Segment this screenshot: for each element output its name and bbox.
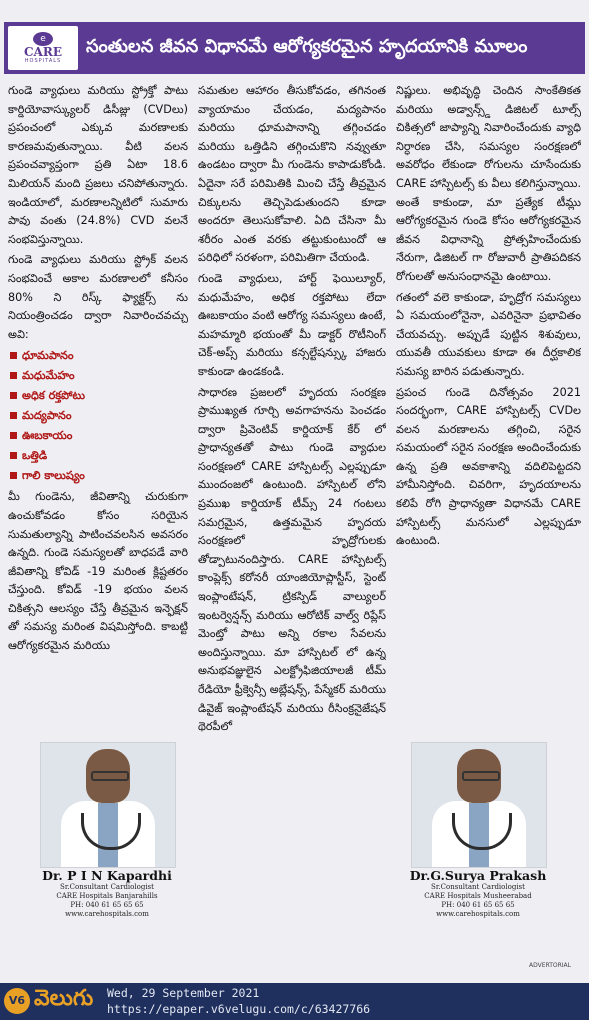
list-item: ధూమపానం xyxy=(8,346,188,366)
paragraph: గుండె వ్యాధులు, హార్ట్ ఫెయిల్యూర్, మధుమేహం, అధిక రక్తపోటు లేదా ఊబకాయం వంటి ఆరోగ్య సమస్యలు ఉంటే, మహమ్మారి భయంతో మీ డాక్టర్ రొటీనింగ్ చెక్-అప్స్ మరియు కన్సల్టేషన్స్కు హాజరు కాకుండా ఉండకండి. xyxy=(198,271,386,378)
doctor-photo-kapardhi xyxy=(40,742,176,868)
article-body xyxy=(8,82,581,732)
v6-badge-icon: V6 xyxy=(4,988,30,1014)
list-item: అధిక రక్తపోటు xyxy=(8,386,188,406)
paragraph: సాధారణ ప్రజలలో హృదయ సంరక్షణ ప్రాముఖ్యత గూర్చి అవగాహనను పెంచడం ద్వారా ప్రివెంటివ్ కార్డియాక్ కేర్ లో ప్రాధాన్యతతో పాటు గుండె వ్యాధుల సంరక్షణలో CARE హాస్పిటల్స్ ఎల్లప్పుడూ ముందంజలో ఉంటుంది. హాస్పిటల్ లోని ప్రముఖ కార్డియాక్ టీమ్స్ 24 గంటలు సమగ్రమైన, ఉత్తమమైన హృదయ సంరక్షణలో హృద్రోగులకు తోడ్పాటునందిస్తారు. CARE హాస్పిటల్స్ కాంప్లెక్స్ కరోనరీ యాంజియోప్లాస్టీస్, స్టెంట్ ఇంప్లాంటేషన్, ట్రికస్పిడ్ వాల్యులర్ ఇంటర్వెన్షన్స్ మరియు ఆరోటిక్ వాల్వ్ రిప్లేస్ మెంట్తో పాటు అన్ని రకాల సేవలను అందిస్తున్నాయి. మా హాస్పిటల్ లో ఉన్న అనుభవజ్ఞులైన ఎలక్ట్రోఫిజియాలజీ టీమ్ రేడియో ఫ్రీక్వెన్సీ అబ్లేషన్స్, పేస్మేకర్ మరియు డివైజ్ ఇంప్లాంటేషన్ మరియు రీసింక్రనైజేషన్ థెరపీలో xyxy=(198,385,386,734)
epaper-url-link[interactable]: https://epaper.v6velugu.com/c/63427766 xyxy=(107,1002,371,1016)
doctor-info-surya-prakash xyxy=(401,868,555,919)
doctor-website: www.carehospitals.com xyxy=(65,910,149,918)
paragraph: నిష్ణులు. అభివృద్ధి చెందిన సాంకేతికత మరియు అడ్వాన్స్డ్ డిజిటల్ టూల్స్ చికిత్సలో జాప్యాన్ని నివారించేందుకు వ్యాధి నిర్ధారణ చేసి, సమస్యల సంరక్షణలో అవరోధం లేకుండా రోగులను చూసేందుకు CARE హాస్పిటల్స్ కు వీలు కలిగిస్తున్నాయి. అంతే కాకుండా, మా ప్రత్యేక టీమ్లు ఆరోగ్యకరమైన గుండె కోసం ఆరోగ్యకరమైన జీవన విధానాన్ని ప్రోత్సహించేందుకు నేరుగా, డిజిటల్ గా రోజువారీ ప్రాతిపదికన రోగులతో అనుసంధానమై ఉంటాయి. xyxy=(396,84,581,283)
doctor-info-kapardhi xyxy=(30,868,184,919)
doctor-phone: PH: 040 61 65 65 65 xyxy=(70,901,144,909)
list-item: ఊబకాయం xyxy=(8,426,188,446)
column-3 xyxy=(396,82,581,732)
doctor-title: Sr.Consultant Cardiologist xyxy=(431,883,525,891)
list-item: మధుమేహం xyxy=(8,366,188,386)
doctor-hospital: CARE Hospitals Musheerabad xyxy=(424,892,532,900)
glasses-icon xyxy=(462,771,500,781)
logo-name: CARE xyxy=(24,45,62,59)
advertorial-label: ADVERTORIAL xyxy=(528,962,571,969)
doctor-photo-surya-prakash xyxy=(411,742,547,868)
doctor-hospital: CARE Hospitals Banjarahills xyxy=(56,892,158,900)
paragraph: ప్రపంచ గుండె దినోత్సవం 2021 సందర్భంగా, CARE హాస్పిటల్స్ CVDల వలన మరణాలను తగ్గించి, సరైన సమయంలో సరైన సంరక్షణ అందించేందుకు ఉన్న ప్రతి అవకాశాన్ని వదిలిపెట్టదని హామీనిస్తోంది. చివరిగా, హృదయాలను కలిపే రోగి ప్రాధాన్యతా విధానమే CARE హాస్పిటల్స్ మనసులో ఎల్లప్పుడూ ఉంటుంది. xyxy=(396,385,581,548)
paragraph: మీ గుండెను, జీవితాన్ని చురుకుగా ఉంచుకోవడం కోసం సరియైన సుమతుల్యాన్ని పాటించవలసిన అవసరం ఉన్నది. గుండె సమస్యలతో బాధపడే వారి జీవితాన్ని కోవిడ్ -19 మరింత క్లిష్టతరం చేస్తుంది. కోవిడ్ -19 భయం వలన చికిత్సని ఆలస్యం చేస్తే తీవ్రమైన ఇన్ఫెక్షన్ తో సమస్య మరింత విషమిస్తోంది. కాబట్టి ఆరోగ్యకరమైన మరియు xyxy=(8,490,188,653)
glasses-icon xyxy=(91,771,129,781)
risk-factor-list xyxy=(8,346,188,486)
column-1 xyxy=(8,82,188,744)
advert-header xyxy=(4,22,585,74)
doctor-phone: PH: 040 61 65 65 65 xyxy=(441,901,515,909)
list-item: ఒత్తిడి xyxy=(8,446,188,466)
edition-date: Wed, 29 September 2021 xyxy=(107,986,260,1000)
column-2 xyxy=(198,82,386,962)
care-hospitals-logo xyxy=(8,26,78,70)
v6-velugu-logo[interactable] xyxy=(4,986,93,1016)
brand-name: వెలుగు xyxy=(34,986,94,1011)
paragraph: గుండె వ్యాధులు మరియు స్ట్రోక్తో పాటు కార్డియోవాస్క్యులర్ డిసీజ్లు (CVDలు) ప్రపంచంలో ఎక్కువ మరణాలకు కారణమవుతున్నాయి. వీటి వలన ప్రపంచవ్యాప్తంగా ప్రతి ఏటా 18.6 మిలియన్ మంది ప్రజలు చనిపోతున్నారు. ఇండియాలో, మరణాలన్నిటిలో సుమారు పావు వంతు (24.8%) CVD వలనే సంభవిస్తున్నాయి. xyxy=(8,84,188,246)
list-item: గాలి కాలుష్యం xyxy=(8,466,188,486)
paragraph: గుండె వ్యాధులు మరియు స్ట్రోక్ వలన సంభవించే అకాల మరణాలలో కనీసం 80% ని రిస్క్ ఫ్యాక్టర్స్ ను నియంత్రించడం ద్వారా నివారించవచ్చు అవి: xyxy=(8,253,188,341)
doctor-website: www.carehospitals.com xyxy=(436,910,520,918)
list-item: మద్యపానం xyxy=(8,406,188,426)
epaper-footer xyxy=(0,983,589,1020)
care-logo-icon: e xyxy=(33,32,53,46)
paragraph: సమతుల ఆహారం తీసుకోవడం, తగినంత వ్యాయామం చేయడం, మద్యపానం మరియు ధూమపానాన్ని తగ్గించడం మరియు ఒత్తిడిని తగ్గించుకొని నవ్వుతూ ఉండటం ద్వారా మీ గుండెను కాపాడుకోండి. ఏదైనా సరే పరిమితికి మించి చేస్తే తీవ్రమైన చిక్కులను తెచ్చిపెడుతుందని కూడా అందరూ తెలుసుకోవాలి. ఏది చేసినా మీ శరీరం ఎంత వరకు తట్టుకుంటుందో ఆ పరిధిలో సరళంగా, పరిమితిగా చేయండి. xyxy=(198,84,386,265)
paragraph: గతంలో వలె కాకుండా, హృద్రోగ సమస్యలు ఏ సమయంలోనైనా, ఎవరినైనా ప్రభావితం చేయవచ్చు. అప్పుడే పుట్టిన శిశువులు, యువతీ యువకులు కూడా ఈ దీర్ఘకాలిక సమస్య బారిన పడుతున్నారు. xyxy=(396,290,581,378)
doctor-name: Dr.G.Surya Prakash xyxy=(409,868,547,883)
doctor-name: Dr. P I N Kapardhi xyxy=(42,868,172,883)
headline: సంతులన జీవన విధానమే ఆరోగ్యకరమైన హృదయానికి మూలం xyxy=(86,35,528,57)
logo-subtitle: HOSPITALS xyxy=(24,58,62,64)
doctor-title: Sr.Consultant Cardiologist xyxy=(60,883,154,891)
